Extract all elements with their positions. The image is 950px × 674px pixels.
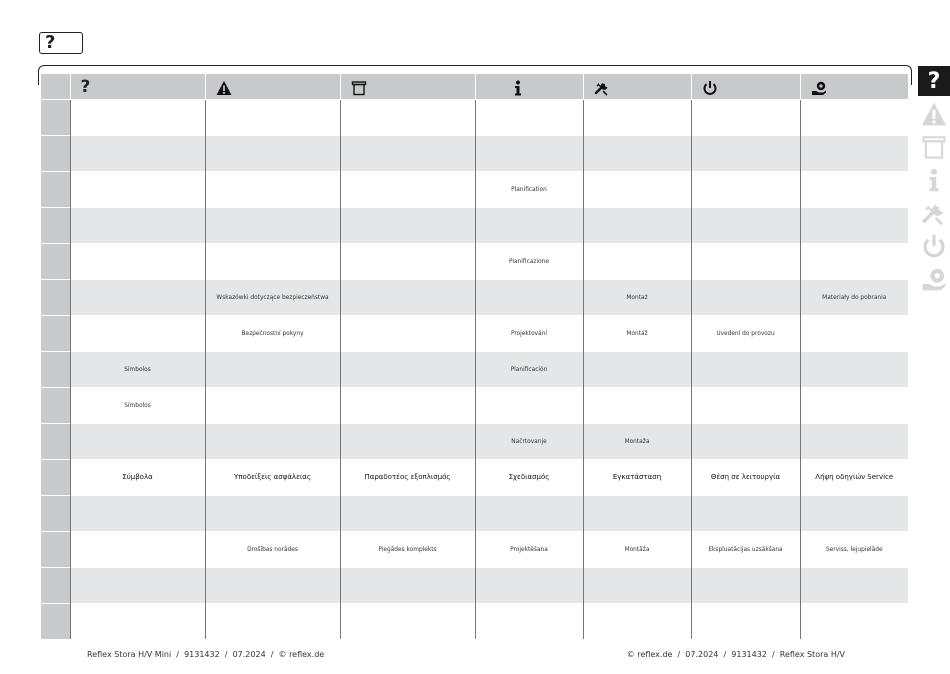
cell-planning xyxy=(475,208,583,244)
cell-symbols xyxy=(70,244,205,280)
sidebar-tab-commissioning[interactable] xyxy=(918,231,950,261)
cell-commissioning: Ekspluatācijas uzsākšana xyxy=(691,532,800,568)
cell-commissioning xyxy=(691,172,800,208)
table-row xyxy=(41,136,908,172)
cell-symbols xyxy=(70,208,205,244)
cell-safety xyxy=(205,604,340,640)
help-box: ? xyxy=(39,32,83,54)
cell-safety xyxy=(205,568,340,604)
column-header-delivery xyxy=(340,74,475,100)
cell-symbols: Símbolos xyxy=(70,352,205,388)
cell-installation: Montaż xyxy=(583,280,691,316)
language-table xyxy=(41,74,909,639)
table-row xyxy=(41,460,908,496)
cell-commissioning xyxy=(691,424,800,460)
cell-safety xyxy=(205,424,340,460)
sidebar-tab-symbols[interactable] xyxy=(918,66,950,96)
cell-planning xyxy=(475,496,583,532)
row-marker xyxy=(41,316,70,352)
sidebar-tab-safety[interactable] xyxy=(918,99,950,129)
row-marker xyxy=(41,460,70,496)
sidebar-nav xyxy=(918,66,950,297)
row-marker xyxy=(41,280,70,316)
cell-symbols xyxy=(70,496,205,532)
row-marker xyxy=(41,388,70,424)
warning-icon xyxy=(920,101,948,127)
row-marker xyxy=(41,496,70,532)
cell-safety xyxy=(205,352,340,388)
row-marker xyxy=(41,604,70,640)
cell-service xyxy=(800,244,908,280)
cell-delivery xyxy=(340,172,475,208)
cell-delivery: Παραδοτέος εξοπλισμός xyxy=(340,460,475,496)
table-row xyxy=(41,316,908,352)
table-body xyxy=(41,100,908,640)
cell-installation: Montáž xyxy=(583,316,691,352)
cell-delivery xyxy=(340,496,475,532)
table-row xyxy=(41,568,908,604)
sidebar-tab-planning[interactable] xyxy=(918,165,950,195)
cell-service xyxy=(800,208,908,244)
cell-planning: Načrtovanje xyxy=(475,424,583,460)
cell-planning xyxy=(475,568,583,604)
cell-delivery: Piegādes komplekts xyxy=(340,532,475,568)
table-row xyxy=(41,172,908,208)
cell-installation xyxy=(583,388,691,424)
cell-commissioning xyxy=(691,352,800,388)
cell-installation xyxy=(583,136,691,172)
cell-commissioning xyxy=(691,604,800,640)
cell-symbols xyxy=(70,100,205,136)
info-icon xyxy=(922,167,946,193)
cell-delivery xyxy=(340,388,475,424)
cell-safety: Bezpečnostní pokyny xyxy=(205,316,340,352)
row-marker xyxy=(41,568,70,604)
cell-installation: Montāža xyxy=(583,532,691,568)
cell-planning: Projektēšana xyxy=(475,532,583,568)
cell-symbols xyxy=(70,568,205,604)
cell-symbols xyxy=(70,424,205,460)
header-row xyxy=(41,74,908,100)
table-row xyxy=(41,100,908,136)
column-header-safety xyxy=(205,74,340,100)
cell-safety xyxy=(205,136,340,172)
cell-planning xyxy=(475,388,583,424)
cell-installation xyxy=(583,604,691,640)
cell-delivery xyxy=(340,568,475,604)
cell-service xyxy=(800,568,908,604)
cell-service xyxy=(800,604,908,640)
cell-safety xyxy=(205,496,340,532)
question-icon: ? xyxy=(80,76,91,97)
cell-symbols: Σύμβολα xyxy=(70,460,205,496)
footer-left: Reflex Stora H/V Mini / 9131432 / 07.2024 / © reflex.de xyxy=(87,650,325,659)
sidebar-tab-installation[interactable] xyxy=(918,198,950,228)
cell-installation xyxy=(583,496,691,532)
row-marker xyxy=(41,100,70,136)
package-icon xyxy=(921,134,947,160)
cell-installation xyxy=(583,172,691,208)
cell-commissioning xyxy=(691,244,800,280)
column-header-planning xyxy=(475,74,583,100)
cell-symbols xyxy=(70,136,205,172)
cell-installation xyxy=(583,352,691,388)
cell-delivery xyxy=(340,352,475,388)
cell-installation: Montaža xyxy=(583,424,691,460)
cell-delivery xyxy=(340,208,475,244)
cell-planning: Projektování xyxy=(475,316,583,352)
table-row xyxy=(41,280,908,316)
row-marker xyxy=(41,208,70,244)
cell-safety xyxy=(205,100,340,136)
cell-planning xyxy=(475,100,583,136)
cell-service xyxy=(800,316,908,352)
cell-commissioning: Θέση σε λειτουργία xyxy=(691,460,800,496)
power-icon xyxy=(702,80,718,96)
cell-safety: Υποδείξεις ασφάλειας xyxy=(205,460,340,496)
info-icon xyxy=(510,80,526,96)
row-marker xyxy=(41,244,70,280)
cell-commissioning xyxy=(691,100,800,136)
table-row xyxy=(41,352,908,388)
cell-installation xyxy=(583,568,691,604)
cell-installation: Εγκατάσταση xyxy=(583,460,691,496)
cell-safety xyxy=(205,244,340,280)
column-header-service xyxy=(800,74,908,100)
cell-installation xyxy=(583,100,691,136)
cell-installation xyxy=(583,244,691,280)
row-marker xyxy=(41,532,70,568)
cell-planning xyxy=(475,136,583,172)
cell-service xyxy=(800,100,908,136)
header-corner xyxy=(41,74,70,100)
column-header-installation xyxy=(583,74,691,100)
cell-service xyxy=(800,388,908,424)
cell-service: Λήψη οδηγιών Service xyxy=(800,460,908,496)
cell-safety xyxy=(205,208,340,244)
table-row xyxy=(41,244,908,280)
wrench-icon xyxy=(594,80,610,96)
cell-commissioning xyxy=(691,388,800,424)
row-marker xyxy=(41,136,70,172)
cell-safety xyxy=(205,388,340,424)
cell-delivery xyxy=(340,244,475,280)
cell-service: Materiały do pobrania xyxy=(800,280,908,316)
cell-service xyxy=(800,136,908,172)
cell-delivery xyxy=(340,100,475,136)
cell-delivery xyxy=(340,136,475,172)
cell-symbols xyxy=(70,532,205,568)
table-row xyxy=(41,208,908,244)
cell-commissioning xyxy=(691,136,800,172)
footer-right: © reflex.de / 07.2024 / 9131432 / Reflex Stora H/V xyxy=(626,650,845,659)
cell-delivery xyxy=(340,280,475,316)
row-marker xyxy=(41,424,70,460)
table-row xyxy=(41,424,908,460)
cell-planning: Planificación xyxy=(475,352,583,388)
cell-safety xyxy=(205,172,340,208)
cell-commissioning xyxy=(691,568,800,604)
service-icon xyxy=(811,80,827,96)
cell-planning xyxy=(475,604,583,640)
column-header-commissioning xyxy=(691,74,800,100)
cell-service xyxy=(800,352,908,388)
wrench-icon xyxy=(921,200,947,226)
cell-service xyxy=(800,496,908,532)
cell-symbols xyxy=(70,172,205,208)
package-icon xyxy=(351,80,367,96)
row-marker xyxy=(41,352,70,388)
table-row xyxy=(41,604,908,640)
cell-delivery xyxy=(340,424,475,460)
cell-service xyxy=(800,424,908,460)
question-icon: ? xyxy=(927,68,941,94)
cell-commissioning xyxy=(691,280,800,316)
cell-symbols: Símbolos xyxy=(70,388,205,424)
cell-safety: Drošības norādes xyxy=(205,532,340,568)
table-row xyxy=(41,532,908,568)
cell-service xyxy=(800,172,908,208)
cell-safety: Wskazówki dotyczące bezpieczeństwa xyxy=(205,280,340,316)
cell-commissioning xyxy=(691,208,800,244)
cell-symbols xyxy=(70,604,205,640)
cell-planning: Σχεδιασμός xyxy=(475,460,583,496)
cell-delivery xyxy=(340,316,475,352)
cell-installation xyxy=(583,208,691,244)
cell-planning: Planification xyxy=(475,172,583,208)
table-row xyxy=(41,388,908,424)
row-marker xyxy=(41,172,70,208)
cell-symbols xyxy=(70,316,205,352)
sidebar-tab-service[interactable] xyxy=(918,264,950,294)
cell-planning: Pianificazione xyxy=(475,244,583,280)
power-icon xyxy=(921,233,947,259)
cell-symbols xyxy=(70,280,205,316)
cell-delivery xyxy=(340,604,475,640)
service-icon xyxy=(920,266,948,292)
cell-service: Serviss, lejupielāde xyxy=(800,532,908,568)
cell-commissioning: Uvedení do provozu xyxy=(691,316,800,352)
column-header-symbols xyxy=(70,74,205,100)
sidebar-tab-delivery[interactable] xyxy=(918,132,950,162)
warning-icon xyxy=(216,80,232,96)
cell-commissioning xyxy=(691,496,800,532)
table-row xyxy=(41,496,908,532)
cell-planning xyxy=(475,280,583,316)
